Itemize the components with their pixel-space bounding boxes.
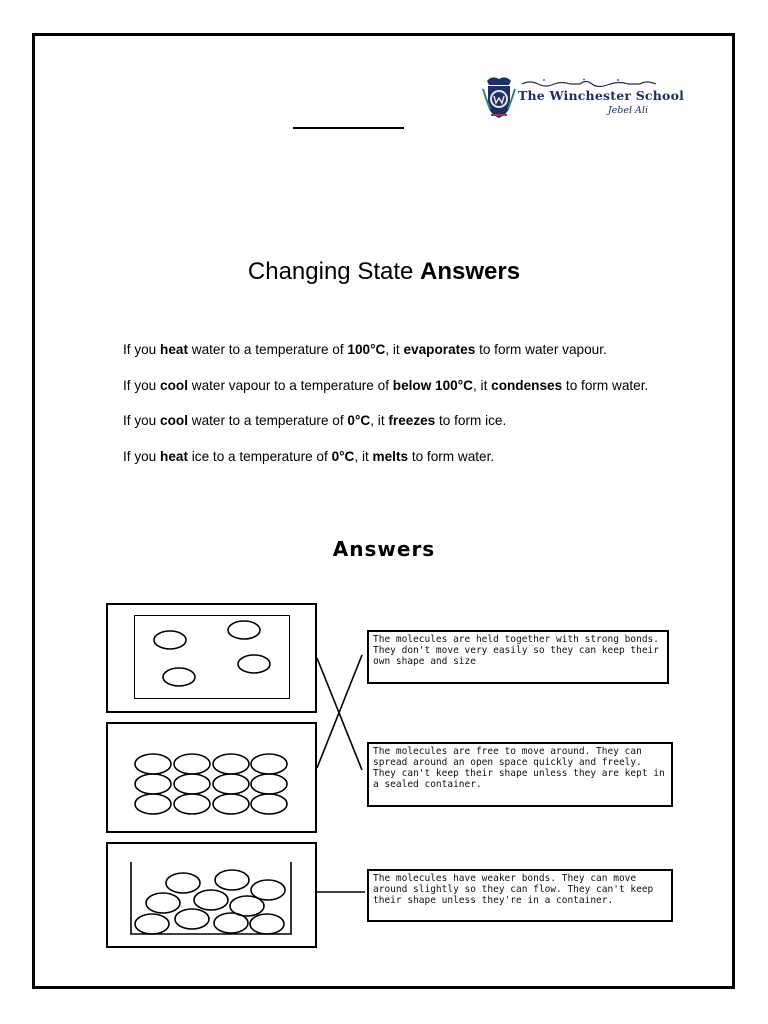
sentence-text: to form ice.: [435, 413, 507, 428]
answers-heading: Answers: [332, 537, 436, 561]
description-box-gas: The molecules are free to move around. They can spread around an open space quickly and freely. They can't keep their shape unless they are kept in a sealed container.: [367, 742, 673, 807]
sentence-text: If you: [123, 448, 161, 464]
sentence-text: , it: [385, 342, 404, 357]
sentence-text: , it: [354, 448, 373, 464]
sentence-text: ice to a temperature of: [187, 448, 332, 464]
sentence-keyword: melts: [372, 448, 409, 464]
description-box-solid: The molecules are held together with strong bonds. They don't move very easily so they can keep their own shape and size: [367, 630, 669, 684]
sentence-text: to form water.: [408, 448, 495, 464]
school-location: Jebel Ali: [607, 105, 648, 116]
sentence-keyword: below 100°C: [392, 377, 473, 393]
school-name: The Winchester School: [518, 88, 685, 103]
sentence-text: , it: [370, 413, 389, 428]
sentence-keyword: 0°C: [347, 413, 371, 428]
sentence-keyword: cool: [160, 377, 188, 393]
sentence-keyword: condenses: [491, 377, 563, 393]
sentence-text: to form water vapour.: [475, 342, 607, 357]
sentence-keyword: evaporates: [403, 342, 476, 357]
sentence-text: water vapour to a temperature of: [187, 377, 393, 393]
description-box-liquid: The molecules have weaker bonds. They can move around slightly so they can flow. They can't keep their shape unless they're in a container.: [367, 869, 673, 922]
sentence-text: If you: [123, 377, 161, 393]
sentence-keyword: heat: [160, 448, 188, 464]
sentence-keyword: cool: [160, 413, 188, 428]
title-prefix: Changing State: [247, 258, 421, 285]
title-emphasis: Answers: [420, 258, 521, 285]
sentence-text: If you: [123, 342, 161, 357]
sentence-keyword: 100°C: [347, 342, 386, 357]
sentence-text: , it: [473, 377, 492, 393]
sentence-text: to form water.: [562, 377, 649, 393]
sentence-text: water to a temperature of: [187, 342, 348, 357]
sentence-text: If you: [123, 413, 161, 428]
sentence-text: water to a temperature of: [187, 413, 348, 428]
sentence-keyword: freezes: [388, 413, 436, 428]
sentence-keyword: heat: [160, 342, 188, 357]
sentence-keyword: 0°C: [331, 448, 355, 464]
